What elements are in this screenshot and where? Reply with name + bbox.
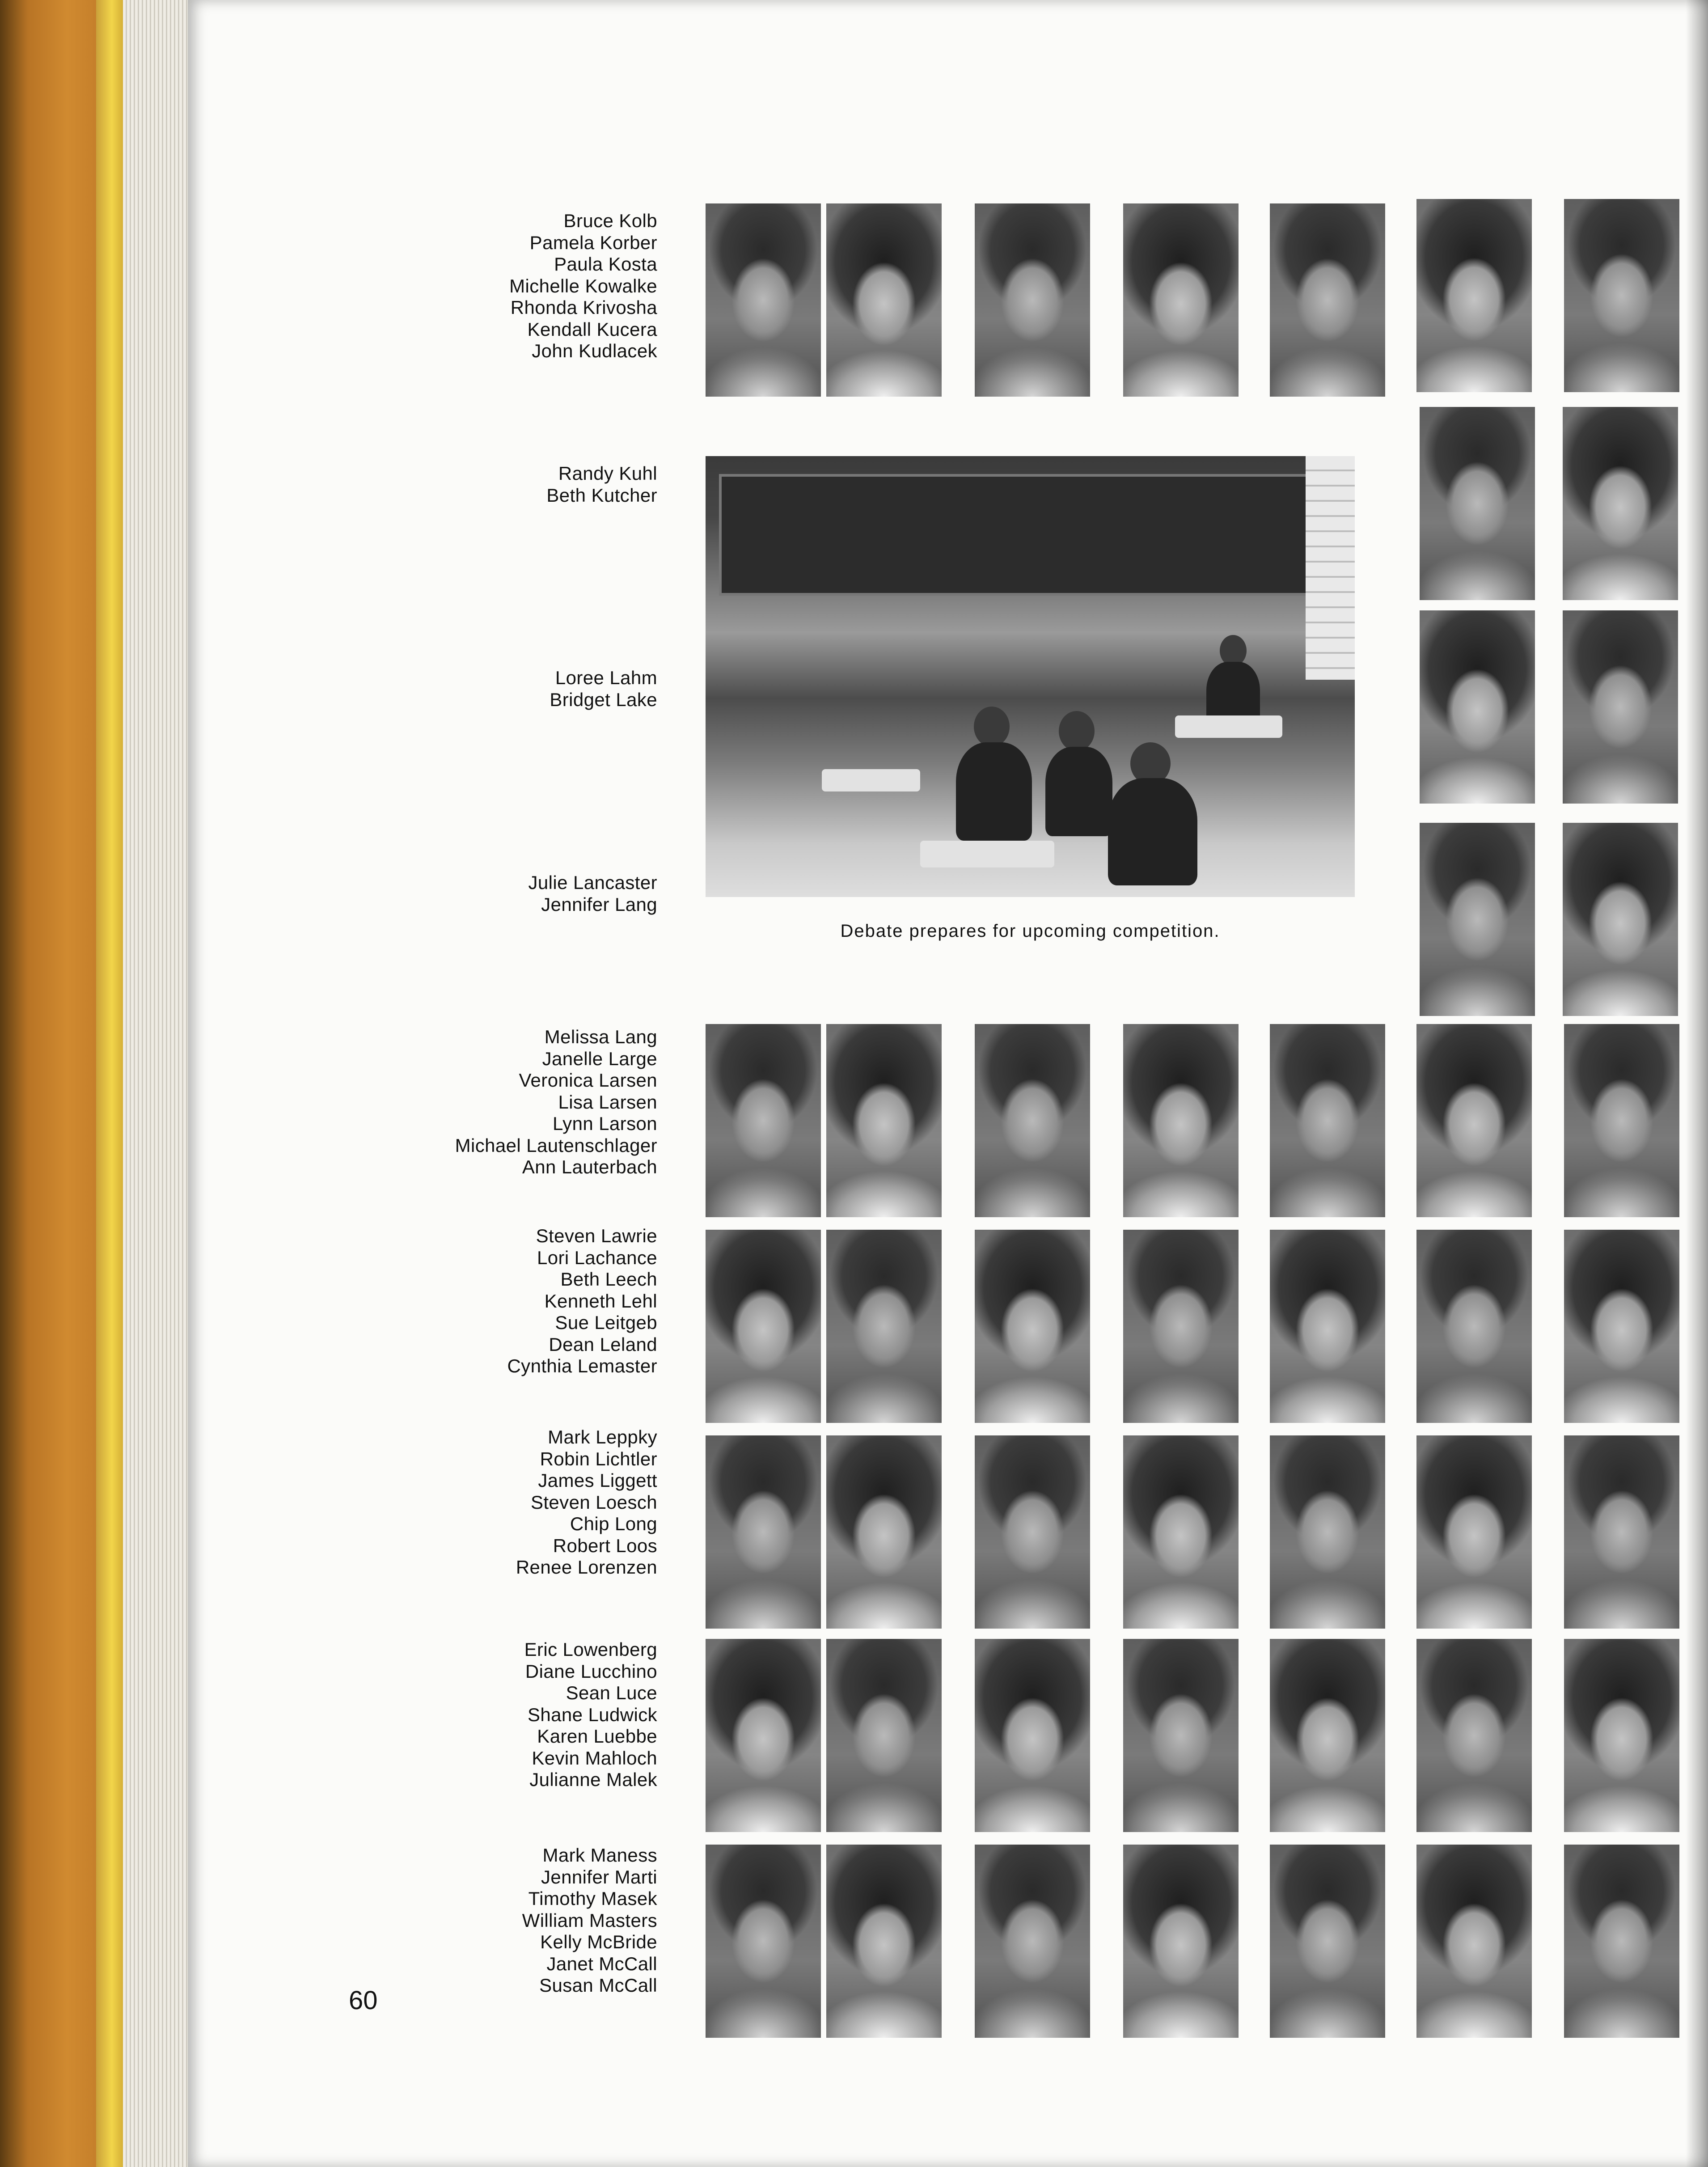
student-portrait — [1416, 1845, 1532, 2038]
student-name: Cynthia Lemaster — [507, 1355, 657, 1376]
student-name: Dean Leland — [549, 1333, 657, 1355]
classroom-desk — [1175, 715, 1282, 738]
student-portrait — [706, 1024, 821, 1217]
student-name: Mark Maness — [542, 1845, 657, 1866]
student-portrait — [1563, 823, 1678, 1016]
student-portrait — [1564, 1230, 1679, 1423]
student-name: Rhonda Krivosha — [510, 297, 657, 318]
page-number: 60 — [349, 1986, 378, 2015]
student-name: Janet McCall — [546, 1953, 657, 1974]
book-cover-edge — [0, 0, 112, 2167]
student-portrait — [975, 1024, 1090, 1217]
name-list-row-7 — [516, 1426, 657, 1579]
student-name: Lori Lachance — [537, 1247, 657, 1268]
debate-class-photo — [706, 456, 1355, 897]
chalkboard — [719, 474, 1315, 596]
student-portrait — [1416, 1230, 1532, 1423]
name-list-row-1 — [509, 210, 657, 362]
student-name: James Liggett — [538, 1470, 657, 1491]
student-name: Pamela Korber — [529, 232, 657, 253]
student-portrait — [1563, 407, 1678, 600]
student-name: Sean Luce — [566, 1682, 657, 1703]
student-portrait — [975, 1845, 1090, 2038]
student-name: Karen Luebbe — [537, 1726, 657, 1747]
student-name: Lisa Larsen — [558, 1091, 657, 1113]
student-name: Ann Lauterbach — [522, 1156, 657, 1177]
student-portrait — [706, 1230, 821, 1423]
student-name: Robert Loos — [553, 1535, 657, 1556]
student-portrait — [1564, 1639, 1679, 1832]
student-portrait — [1270, 1639, 1385, 1832]
classroom-desk — [920, 841, 1054, 868]
student-name: Susan McCall — [539, 1975, 657, 1996]
student-portrait — [1420, 610, 1535, 804]
student-portrait — [1564, 199, 1679, 392]
name-list-row-9 — [522, 1845, 657, 1997]
student-figure — [1059, 711, 1095, 751]
student-name: Loree Lahm — [555, 667, 657, 688]
student-portrait — [975, 1230, 1090, 1423]
student-name: William Masters — [522, 1909, 657, 1931]
student-portrait — [826, 1024, 942, 1217]
student-name: Jennifer Marti — [541, 1866, 657, 1888]
photo-caption: Debate prepares for upcoming competition. — [840, 921, 1220, 941]
student-portrait — [1270, 1845, 1385, 2038]
student-portrait — [975, 1639, 1090, 1832]
student-name: Kevin Mahloch — [532, 1747, 657, 1769]
student-name: Renee Lorenzen — [516, 1557, 657, 1578]
student-portrait — [1123, 1024, 1239, 1217]
student-portrait — [706, 1639, 821, 1832]
student-portrait — [1123, 203, 1239, 397]
student-name: Diane Lucchino — [525, 1660, 657, 1682]
student-name: Julie Lancaster — [528, 872, 657, 893]
student-portrait — [975, 203, 1090, 397]
student-portrait — [1416, 1435, 1532, 1629]
student-portrait — [1270, 1230, 1385, 1423]
student-portrait — [1416, 1639, 1532, 1832]
student-portrait — [1420, 823, 1535, 1016]
student-portrait — [1123, 1845, 1239, 2038]
student-name: Mark Leppky — [548, 1426, 657, 1447]
student-figure — [1045, 747, 1112, 836]
student-figure — [956, 742, 1032, 841]
student-name: Beth Kutcher — [546, 484, 657, 506]
student-name: Melissa Lang — [544, 1026, 657, 1047]
student-figure — [1108, 778, 1197, 885]
student-portrait — [1270, 203, 1385, 397]
student-portrait — [826, 203, 942, 397]
student-name: Michelle Kowalke — [509, 275, 657, 296]
classroom-window — [1306, 456, 1355, 680]
page-gutter-shadow — [1686, 0, 1708, 2167]
student-portrait — [1416, 199, 1532, 392]
student-portrait — [1416, 1024, 1532, 1217]
student-name: Randy Kuhl — [558, 463, 657, 484]
student-name: Steven Loesch — [530, 1491, 657, 1513]
student-name: John Kudlacek — [532, 340, 657, 361]
name-list-row-4 — [528, 872, 658, 915]
student-name: Kenneth Lehl — [544, 1290, 657, 1312]
student-portrait — [1564, 1845, 1679, 2038]
student-name: Kendall Kucera — [527, 318, 657, 340]
student-name: Timothy Masek — [528, 1888, 657, 1909]
student-portrait — [826, 1845, 942, 2038]
student-name: Steven Lawrie — [536, 1225, 657, 1246]
student-portrait — [1420, 407, 1535, 600]
student-name: Janelle Large — [542, 1048, 657, 1069]
name-list-row-3 — [550, 667, 657, 711]
student-name: Lynn Larson — [552, 1113, 657, 1134]
student-name: Paula Kosta — [554, 254, 657, 275]
student-name: Shane Ludwick — [527, 1704, 657, 1725]
student-portrait — [1270, 1024, 1385, 1217]
name-list-row-8 — [524, 1639, 657, 1791]
student-portrait — [1564, 1435, 1679, 1629]
classroom-desk — [822, 769, 920, 791]
student-name: Veronica Larsen — [519, 1070, 657, 1091]
student-portrait — [1123, 1230, 1239, 1423]
student-portrait — [706, 203, 821, 397]
student-portrait — [706, 1845, 821, 2038]
student-name: Chip Long — [570, 1513, 657, 1534]
student-name: Julianne Malek — [529, 1769, 657, 1790]
student-portrait — [1270, 1435, 1385, 1629]
name-list-row-2 — [546, 463, 657, 506]
student-portrait — [826, 1639, 942, 1832]
student-name: Michael Lautenschlager — [455, 1134, 657, 1156]
student-name: Jennifer Lang — [541, 893, 657, 915]
student-name: Beth Leech — [560, 1269, 657, 1290]
student-name: Eric Lowenberg — [524, 1639, 657, 1660]
student-name: Robin Lichtler — [540, 1448, 657, 1469]
student-portrait — [706, 1435, 821, 1629]
student-portrait — [975, 1435, 1090, 1629]
student-name: Bruce Kolb — [563, 210, 657, 231]
student-portrait — [1123, 1435, 1239, 1629]
student-name: Kelly McBride — [540, 1931, 657, 1952]
name-list-row-5 — [455, 1026, 657, 1178]
student-portrait — [826, 1230, 942, 1423]
student-figure — [974, 707, 1010, 747]
student-name: Sue Leitgeb — [555, 1312, 657, 1333]
student-portrait — [1123, 1639, 1239, 1832]
student-name: Bridget Lake — [550, 689, 657, 710]
student-portrait — [1564, 1024, 1679, 1217]
page-stack-edge — [123, 0, 190, 2167]
student-portrait — [1563, 610, 1678, 804]
name-list-row-6 — [507, 1225, 657, 1377]
student-portrait — [826, 1435, 942, 1629]
